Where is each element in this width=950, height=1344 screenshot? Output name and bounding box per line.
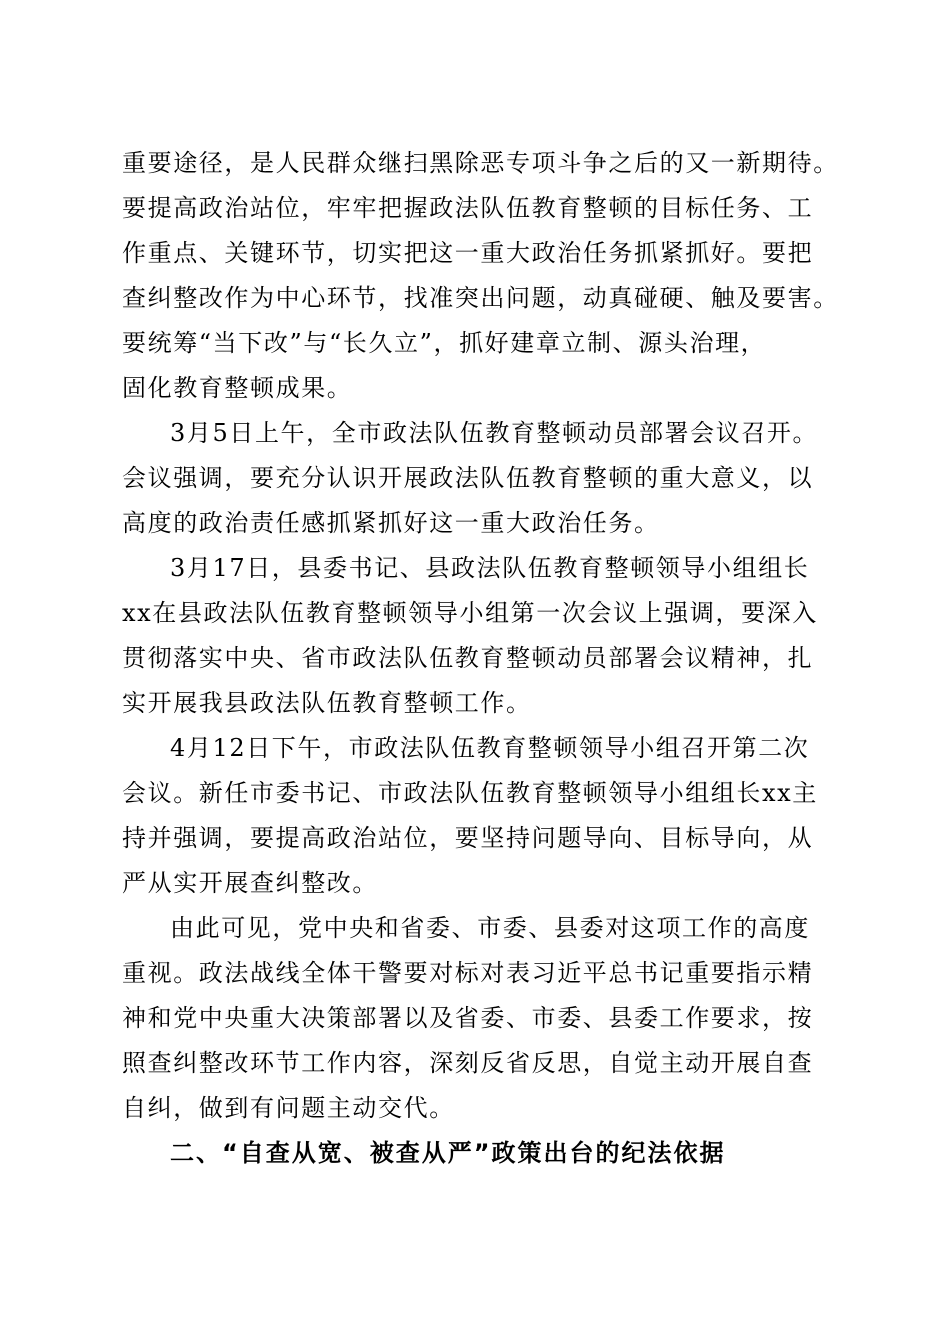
paragraph-start-line: 由此可见，党中央和省委、市委、县委对这项工作的高度 bbox=[170, 914, 810, 942]
text-line: 实开展我县政法队伍教育整顿工作。 bbox=[122, 689, 532, 717]
paragraph-start-line: 3月17日，县委书记、县政法队伍教育整顿领导小组组长 bbox=[170, 554, 810, 582]
text-line: 要统筹“当下改”与“长久立”，抓好建章立制、源头治理， bbox=[122, 329, 767, 357]
text-line: 照查纠整改环节工作内容，深刻反省反思，自觉主动开展自查 bbox=[122, 1049, 814, 1077]
text-line: 重视。政法战线全体干警要对标对表习近平总书记重要指示精 bbox=[122, 959, 814, 987]
text-line: 自纠，做到有问题主动交代。 bbox=[122, 1094, 455, 1122]
text-line: 持并强调，要提高政治站位，要坚持问题导向、目标导向，从 bbox=[122, 824, 814, 852]
text-line: 固化教育整顿成果。 bbox=[122, 374, 353, 402]
text-line: xx在县政法队伍教育整顿领导小组第一次会议上强调，要深入 bbox=[122, 599, 818, 627]
text-line: 严从实开展查纠整改。 bbox=[122, 869, 378, 897]
paragraph-start-line: 4月12日下午，市政法队伍教育整顿领导小组召开第二次 bbox=[170, 734, 810, 762]
text-line: 神和党中央重大决策部署以及省委、市委、县委工作要求，按 bbox=[122, 1004, 814, 1032]
text-line: 会议强调，要充分认识开展政法队伍教育整顿的重大意义，以 bbox=[122, 464, 814, 492]
paragraph-start-line: 3月5日上午，全市政法队伍教育整顿动员部署会议召开。 bbox=[170, 419, 819, 447]
text-line: 高度的政治责任感抓紧抓好这一重大政治任务。 bbox=[122, 509, 660, 537]
section-heading: 二、“自查从宽、被查从严”政策出台的纪法依据 bbox=[170, 1139, 726, 1167]
text-line: 重要途径，是人民群众继扫黑除恶专项斗争之后的又一新期待。 bbox=[122, 149, 839, 177]
text-line: 贯彻落实中央、省市政法队伍教育整顿动员部署会议精神，扎 bbox=[122, 644, 814, 672]
text-line: 作重点、关键环节，切实把这一重大政治任务抓紧抓好。要把 bbox=[122, 239, 814, 267]
text-line: 查纠整改作为中心环节，找准突出问题，动真碰硬、触及要害。 bbox=[122, 284, 839, 312]
text-line: 要提高政治站位，牢牢把握政法队伍教育整顿的目标任务、工 bbox=[122, 194, 814, 222]
text-line: 会议。新任市委书记、市政法队伍教育整顿领导小组组长xx主 bbox=[122, 779, 818, 807]
